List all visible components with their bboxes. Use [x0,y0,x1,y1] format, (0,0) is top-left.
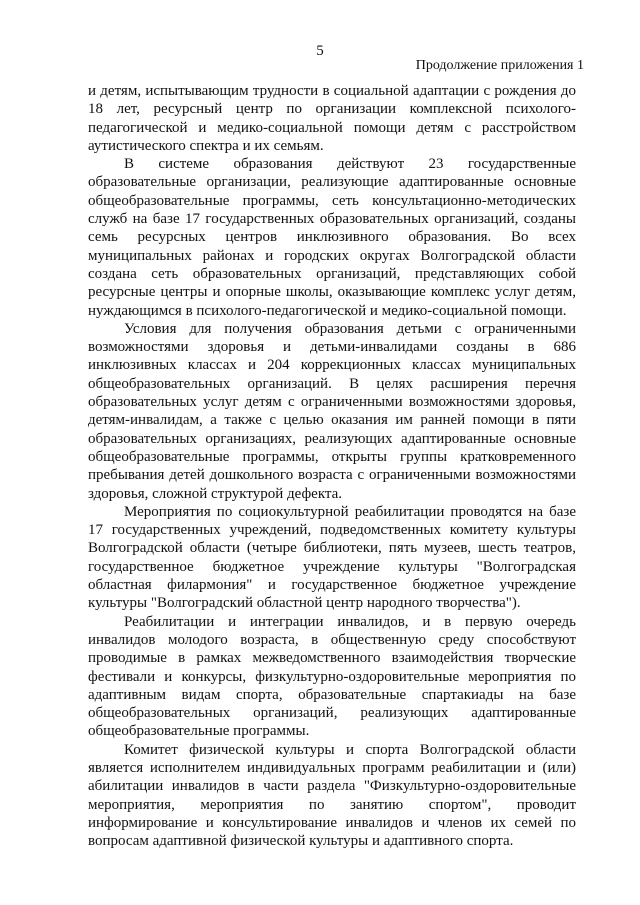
paragraph-sociocultural-rehabilitation: Мероприятия по социокультурной реабилитации проводятся на базе 17 государственных учреждений, подведомственных комитету культуры Волгоградской области (четыре библиотеки, пять музеев, шесть театров, государственное бюджетное учреждение культуры "Волгоградская областная филармония" и государственное бюджетное учреждение культуры "Волгоградский областной центр народного творчества"). [88,503,576,612]
appendix-continuation-note: Продолжение приложения 1 [415,58,584,73]
paragraph-integration-events: Реабилитации и интеграции инвалидов, и в первую очередь инвалидов молодого возраста, в общественную среду способствуют проводимые в рамках межведомственного взаимодействия творческие фестивали и конкурсы, физкультурно-оздоровительные мероприятия по адаптивным видам спорта, образовательные спартакиады на базе общеобразовательных организаций, реализующих адаптированные общеобразовательные программы. [88,613,576,740]
paragraph-inclusive-classes: Условия для получения образования детьми с ограниченными возможностями здоровья и детьми-инвалидами созданы в 686 инклюзивных классах и 204 коррекционных классах муниципальных общеобразовательных организаций. В целях расширения перечня образовательных услуг детям с ограниченными возможностями здоровья, детям-инвалидам, а также с целью оказания им ранней помощи в пяти образовательных организациях, реализующих адаптированные основные общеобразовательные программы, открыты группы кратковременного пребывания детей дошкольного возраста с ограниченными возможностями здоровья, сложной структурой дефекта. [88,320,576,502]
paragraph-sports-committee: Комитет физической культуры и спорта Волгоградской области является исполнителем индивидуальных программ реабилитации и (или) абилитации инвалидов в части раздела "Физкультурно-оздоровительные мероприятия, мероприятия по занятию спортом", проводит информирование и консультирование инвалидов и членов их семей по вопросам адаптивной физической культуры и адаптивного спорта. [88,741,576,850]
paragraph-continuation: и детям, испытывающим трудности в социальной адаптации с рождения до 18 лет, ресурсный центр по организации комплексной психолого-педагогической и медико-социальной помощи детям с расстройством аутистического спектра и их семьям. [88,83,576,154]
paragraph-education-system: В системе образования действуют 23 государственные образовательные организации, реализующие адаптированные основные общеобразовательные программы, сеть консультационно-методических служб на базе 17 государственных образовательных организаций, созданы семь ресурсных центров инклюзивного образования. Во всех муниципальных районах и городских округах Волгоградской области создана сеть образовательных организаций, представляющих собой ресурсные центры и опорные школы, оказывающие комплекс услуг детям, нуждающимся в психолого-педагогической и медико-социальной помощи. [88,156,576,319]
body-text [88,82,576,850]
page-number: 5 [316,43,324,59]
